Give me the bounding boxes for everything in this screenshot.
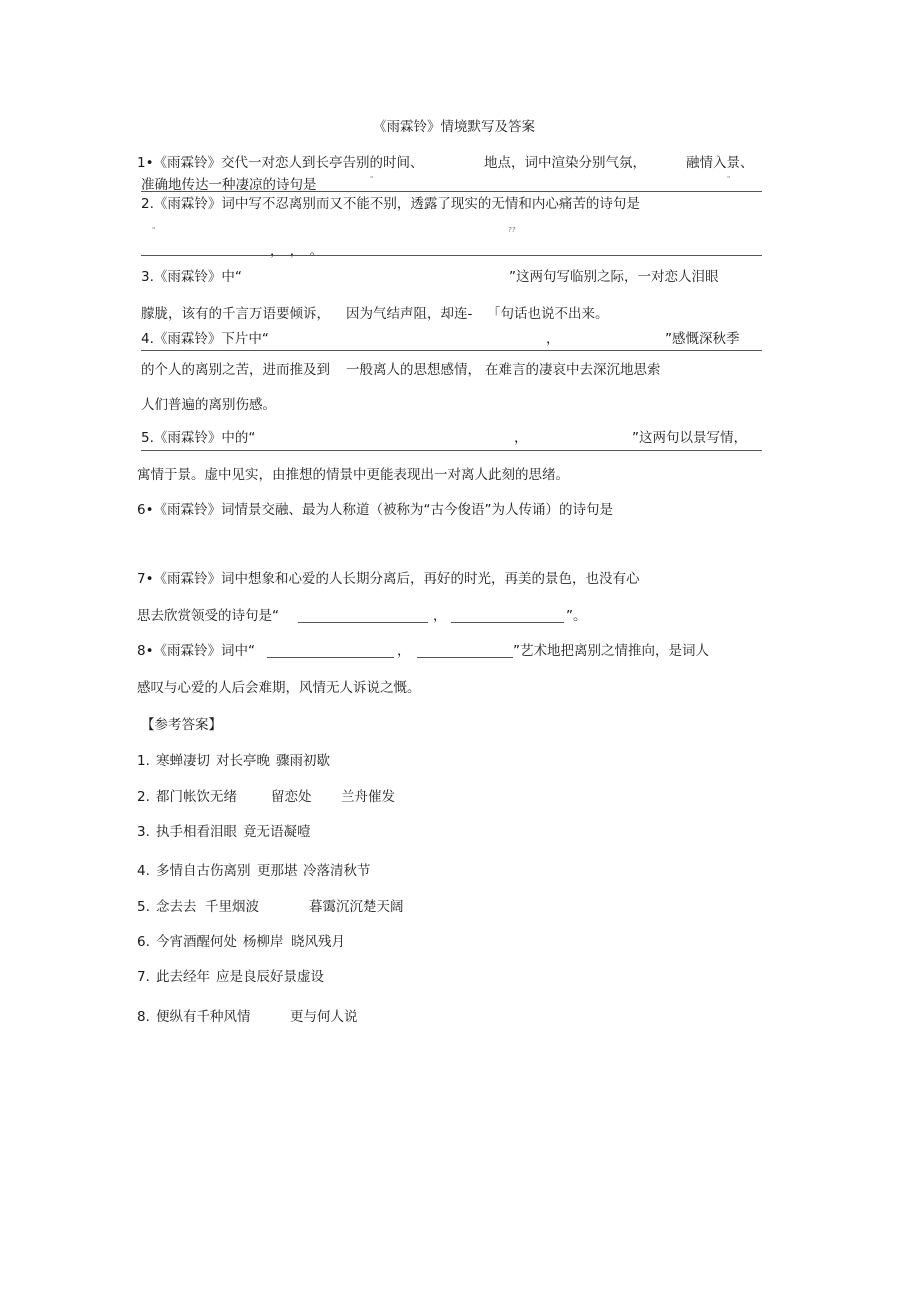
answer-part: 更与何人说 <box>290 1009 358 1025</box>
answer-part: 晓风残月 <box>291 934 345 950</box>
q1-mark-open: " <box>370 175 374 183</box>
answer-number: 6. <box>137 934 150 950</box>
q3-text-d: 因为气结声阻，却连- <box>346 306 473 322</box>
q7-text-a: 7•《雨霖铃》词中想象和心爱的人长期分离后，再好的时光，再美的景色，也没有心 <box>137 571 640 587</box>
answer-number: 5. <box>137 899 150 915</box>
answer-number: 4. <box>137 863 150 879</box>
q5-answer-line[interactable] <box>141 450 762 451</box>
q1-text-d: 准确地传达一种凄凉的诗句是 <box>141 177 317 193</box>
q2-mark-open: " <box>152 226 156 234</box>
q5-text-a: 5.《雨霖铃》中的“ <box>141 430 256 446</box>
q2-punct: ， ， 。 <box>270 243 325 259</box>
q8-text-a: 8•《雨霖铃》词中“ <box>137 643 256 659</box>
q8-text-b: ”艺术地把离别之情推向，是词人 <box>513 643 709 659</box>
q8-blank-1[interactable] <box>267 657 394 658</box>
q7-blank-1[interactable] <box>298 622 428 623</box>
q1-text-a: 1•《雨霖铃》交代一对恋人到长亭告别的时间、 <box>137 155 424 171</box>
q5-text-b: ”这两句以景写情， <box>632 430 747 446</box>
answer-part: 今宵酒醒何处 <box>156 934 237 950</box>
q3-text-a: 3.《雨霖铃》中“ <box>141 269 242 285</box>
answer-part: 竟无语凝噎 <box>243 824 311 840</box>
q1-text-b: 地点，词中渲染分别气氛， <box>484 155 646 171</box>
answer-number: 3. <box>137 824 150 840</box>
answer-part: 应是良辰好景虚设 <box>216 969 324 985</box>
q8-comma: ， <box>397 643 411 659</box>
answer-number: 2. <box>137 789 150 805</box>
answer-part: 多情自古伤离别 <box>156 863 251 879</box>
answer-number: 8. <box>137 1009 150 1025</box>
answer-number: 7. <box>137 969 150 985</box>
answer-part: 执手相看泪眼 <box>156 824 237 840</box>
q7-comma: ， <box>433 608 447 624</box>
q2-mark-close: ?? <box>508 226 516 234</box>
answer-part: 留恋处 <box>271 789 312 805</box>
answer-part: 千里烟波 <box>205 899 259 915</box>
q8-blank-2[interactable] <box>417 657 513 658</box>
answer-number: 1. <box>137 753 150 769</box>
page-title: 《雨霖铃》情境默写及答案 <box>373 119 535 135</box>
q4-text-d: 一般离人的思想感情， <box>346 362 481 378</box>
q4-text-f: 人们普遍的离别伤感。 <box>141 397 276 413</box>
q2-text-a: 2.《雨霖铃》词中写不忍离别而又不能不别，透露了现实的无情和内心痛苦的诗句是 <box>141 196 640 212</box>
answer-part: 更那堪 <box>257 863 298 879</box>
q4-comma: ， <box>546 331 560 347</box>
q4-text-b: ”感慨深秋季 <box>665 331 740 347</box>
q4-text-c: 的个人的离别之苦，进而推及到 <box>141 362 330 378</box>
q3-text-b: ”这两句写临别之际，一对恋人泪眼 <box>509 269 719 285</box>
q1-answer-line[interactable] <box>141 191 762 192</box>
q4-answer-line[interactable] <box>141 350 762 351</box>
q7-blank-2[interactable] <box>451 622 564 623</box>
answer-part: 都门帐饮无绪 <box>156 789 237 805</box>
answers-heading: 【参考答案】 <box>141 717 222 733</box>
answer-part: 冷落清秋节 <box>303 863 371 879</box>
q4-text-a: 4.《雨霖铃》下片中“ <box>141 331 269 347</box>
answer-part: 寒蝉凄切 <box>156 753 210 769</box>
q1-mark-close: " <box>727 175 731 183</box>
q7-text-b: 思去欣赏领受的诗句是“ <box>137 608 279 624</box>
answer-part: 暮霭沉沉楚天阔 <box>309 899 404 915</box>
q1-text-c: 融情入景、 <box>686 155 754 171</box>
q4-text-e: 在难言的凄哀中去深沉地思索 <box>485 362 661 378</box>
answer-part: 此去经年 <box>156 969 210 985</box>
q6-text-a: 6•《雨霖铃》词情景交融、最为人称道（被称为“古今俊语”为人传诵）的诗句是 <box>137 502 614 518</box>
q7-end: ”。 <box>566 608 587 624</box>
q2-answer-line[interactable] <box>141 255 762 256</box>
q8-text-c: 感叹与心爱的人后会难期，风情无人诉说之慨。 <box>137 680 421 696</box>
answer-part: 念去去 <box>156 899 197 915</box>
answer-part: 对长亭晚 <box>216 753 270 769</box>
answer-part: 便纵有千种风情 <box>156 1009 251 1025</box>
answer-part: 兰舟催发 <box>341 789 395 805</box>
q3-text-c: 朦胧，该有的千言万语要倾诉， <box>141 306 330 322</box>
q5-comma: ， <box>514 430 528 446</box>
q5-text-c: 寓情于景。虚中见实，由推想的情景中更能表现出一对离人此刻的思绪。 <box>137 467 569 483</box>
answer-part: 杨柳岸 <box>243 934 284 950</box>
q3-text-e: 「句话也说不出来。 <box>487 306 609 322</box>
answer-part: 骤雨初歇 <box>276 753 330 769</box>
